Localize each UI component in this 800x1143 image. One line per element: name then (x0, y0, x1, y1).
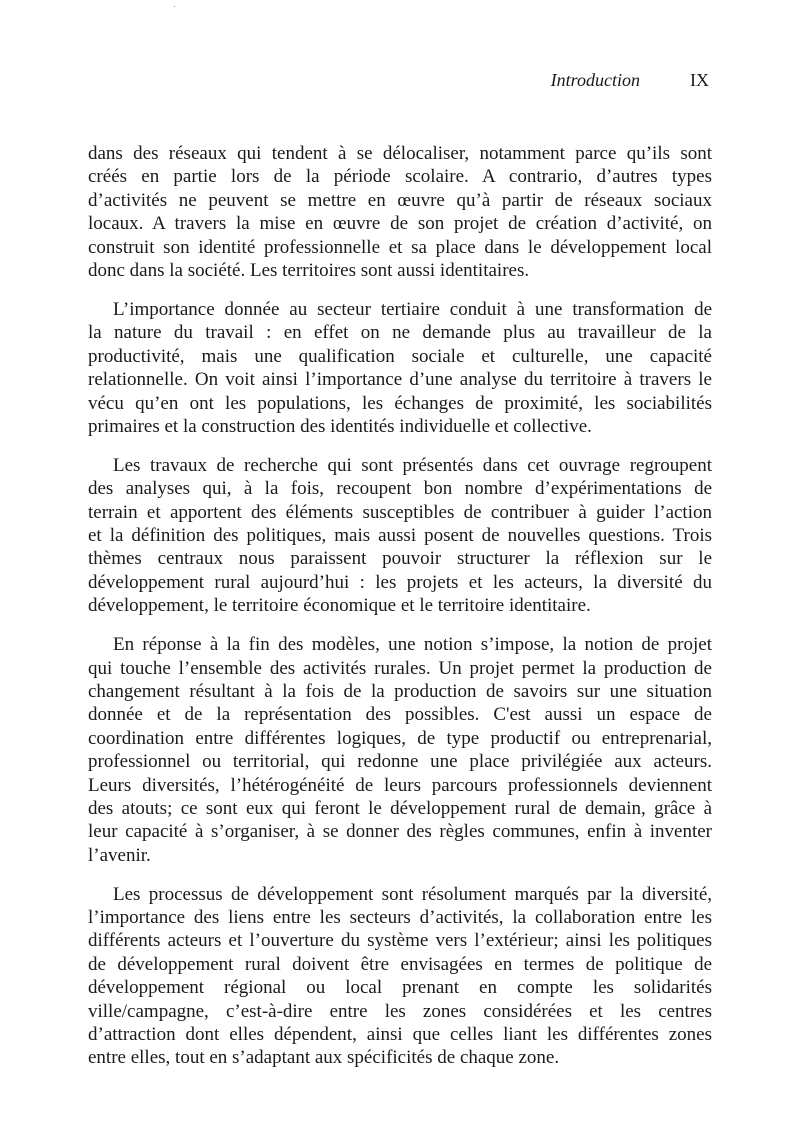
text-line: Les processus de développement sont résolument marqués par la diversité, (113, 883, 712, 905)
text-line: l’avenir. (88, 844, 151, 866)
text-line: des atouts; ce sont eux qui feront le développement rural de demain, grâce à (88, 797, 712, 819)
text-line: changement résultant à la fois de la production de savoirs sur une situation (88, 680, 712, 702)
text-line: entre elles, tout en s’adaptant aux spécificités de chaque zone. (88, 1047, 560, 1069)
text-line: productivité, mais une qualification sociale et culturelle, une capacité (88, 345, 712, 367)
text-line: leur capacité à s’organiser, à se donner des règles communes, enfin à inventer (88, 821, 712, 843)
text-line: la nature du travail : en effet on ne demande plus au travailleur de la (88, 322, 712, 344)
paragraph (88, 142, 712, 282)
text-line: thèmes centraux nous paraissent pouvoir structurer la réflexion sur le (88, 548, 712, 570)
text-line: locaux. A travers la mise en œuvre de son projet de création d’activité, on (88, 213, 712, 235)
text-line: d’activités ne peuvent se mettre en œuvre qu’à partir de réseaux sociaux (88, 189, 712, 211)
text-line: donnée et de la représentation des possibles. C'est aussi un espace de (88, 704, 712, 726)
text-line: donc dans la société. Les territoires sont aussi identitaires. (88, 259, 530, 281)
text-line: vécu qu’en ont les populations, les échanges de proximité, les sociabilités (88, 392, 712, 414)
text-line: ville/campagne, c’est-à-dire entre les zones considérées et les centres (88, 1000, 712, 1022)
text-line: l’importance des liens entre les secteurs d’activités, la collaboration entre les (88, 907, 712, 929)
text-line: En réponse à la fin des modèles, une notion s’impose, la notion de projet (113, 634, 712, 656)
text-line: qui touche l’ensemble des activités rurales. Un projet permet la production de (88, 657, 712, 679)
page-header (0, 70, 800, 94)
text-line: développement régional ou local prenant en compte les solidarités (88, 977, 712, 999)
text-line: et la définition des politiques, mais aussi posent de nouvelles questions. Trois (88, 525, 712, 547)
text-line: coordination entre différentes logiques, de type productif ou entreprenarial, (88, 727, 712, 749)
scan-speck (174, 6, 175, 7)
paragraph (88, 454, 712, 618)
paragraph (88, 633, 712, 867)
text-line: différents acteurs et l’ouverture du système vers l’extérieur; ainsi les politiques (88, 930, 712, 952)
page-number: IX (690, 70, 709, 90)
text-line: de développement rural doivent être envisagées en termes de politique de (88, 953, 712, 975)
body-text (88, 142, 712, 1085)
text-line: d’attraction dont elles dépendent, ainsi que celles liant les différentes zones (88, 1024, 712, 1046)
text-line: construit son identité professionnelle et sa place dans le développement local (88, 236, 712, 258)
running-title: Introduction (550, 70, 640, 90)
text-line: créés en partie lors de la période scolaire. A contrario, d’autres types (88, 166, 712, 188)
text-line: L’importance donnée au secteur tertiaire conduit à une transformation de (113, 298, 712, 320)
text-line: relationnelle. On voit ainsi l’importance d’une analyse du territoire à travers le (88, 369, 712, 391)
text-line: terrain et apportent des éléments susceptibles de contribuer à guider l’action (88, 501, 712, 523)
text-line: dans des réseaux qui tendent à se délocaliser, notamment parce qu’ils sont (88, 143, 712, 164)
text-line: Leurs diversités, l’hétérogénéité de leurs parcours professionnels deviennent (88, 774, 712, 796)
text-line: développement rural aujourd’hui : les projets et les acteurs, la diversité du (88, 571, 712, 593)
text-line: développement, le territoire économique et le territoire identitaire. (88, 595, 591, 617)
text-line: Les travaux de recherche qui sont présentés dans cet ouvrage regroupent (113, 454, 712, 476)
paragraph (88, 298, 712, 438)
text-line: primaires et la construction des identités individuelle et collective. (88, 415, 592, 437)
text-line: professionnel ou territorial, qui redonne une place privilégiée aux acteurs. (88, 751, 712, 773)
paragraph (88, 883, 712, 1070)
text-line: des analyses qui, à la fois, recoupent bon nombre d’expérimentations de (88, 478, 712, 500)
